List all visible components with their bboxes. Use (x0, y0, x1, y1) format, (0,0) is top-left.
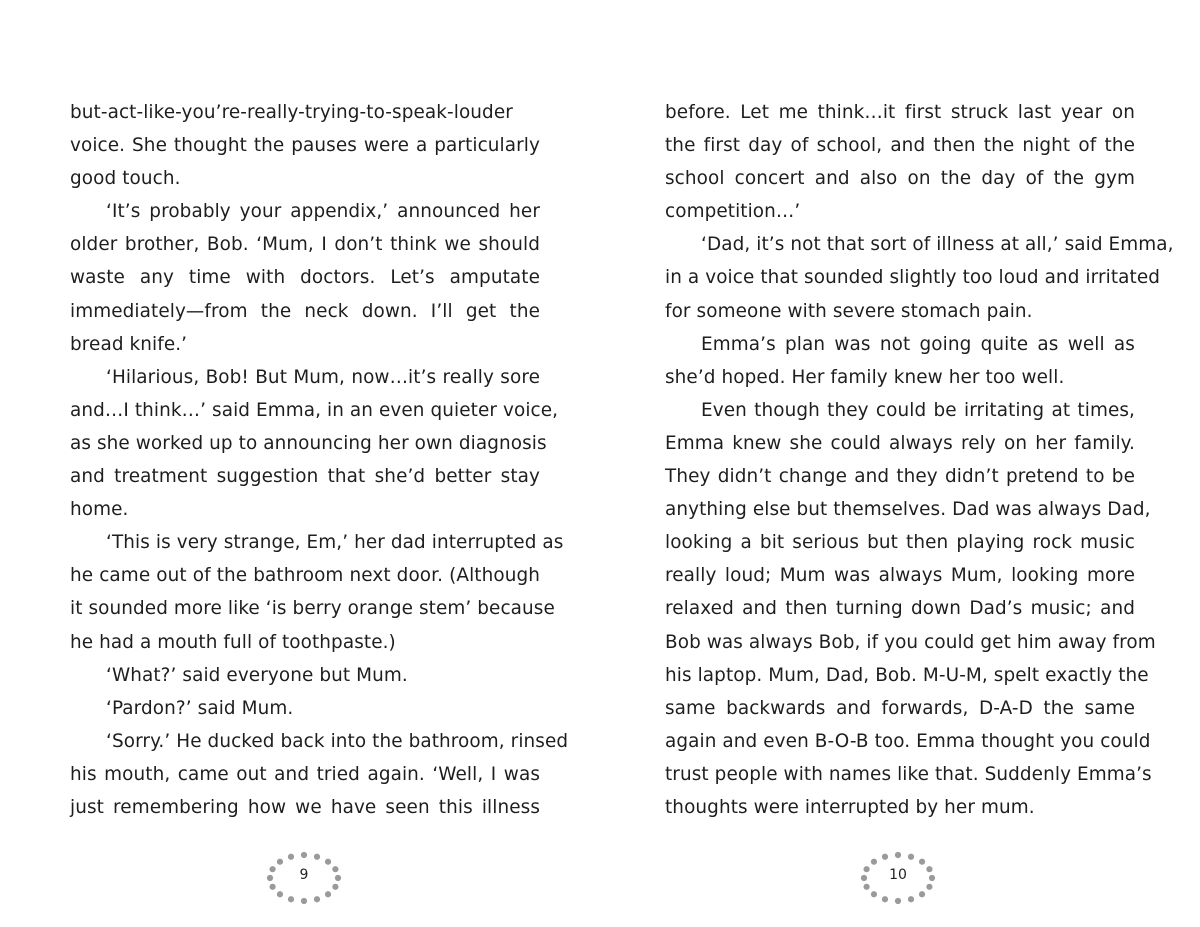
text-line: competition…’ (665, 201, 801, 223)
text-line: relaxed and then turning down Dad’s music; and (665, 598, 1135, 620)
ornament-dot (863, 884, 869, 890)
text-line: for someone with severe stomach pain. (665, 300, 1033, 322)
text-line: same backwards and forwards, D-A-D the same (665, 697, 1135, 719)
text-line: ‘Sorry.’ He ducked back into the bathroom, rinsed (106, 730, 569, 752)
ornament-dot (882, 896, 888, 902)
ornament-dot (908, 896, 914, 902)
ornament-dot (882, 854, 888, 860)
left-page (70, 96, 569, 836)
text-line: older brother, Bob. ‘Mum, I don’t think we should (70, 234, 540, 256)
text-line: again and even B-O-B too. Emma thought you could (665, 730, 1151, 752)
text-line: immediately—from the neck down. I’ll get the (70, 300, 540, 322)
text-line: thoughts were interrupted by her mum. (665, 796, 1035, 818)
page-number-folio-right (858, 848, 938, 908)
text-line: before. Let me think…it first struck last year on (665, 102, 1135, 123)
ornament-dot (871, 891, 877, 897)
ornament-dot (269, 884, 275, 890)
ornament-dot (288, 896, 294, 902)
text-line: school concert and also on the day of the gym (665, 168, 1135, 190)
ornament-dot (332, 884, 338, 890)
ornament-dot (895, 898, 901, 904)
ornament-dot (895, 852, 901, 858)
text-line: as she worked up to announcing her own diagnosis (70, 432, 547, 454)
page-number: 10 (889, 867, 907, 883)
ornament-dot (314, 854, 320, 860)
text-line: she’d hoped. Her family knew her too well. (665, 366, 1065, 388)
ornament-dot (301, 852, 307, 858)
ornament-dot (926, 884, 932, 890)
text-line: ‘Pardon?’ said Mum. (106, 697, 294, 719)
text-line: ‘It’s probably your appendix,’ announced her (106, 201, 540, 223)
text-line: he had a mouth full of toothpaste.) (70, 631, 396, 653)
ornament-dot (277, 859, 283, 865)
text-line: Even though they could be irritating at times, (701, 399, 1135, 421)
text-line: good touch. (70, 168, 181, 190)
text-line: ‘This is very strange, Em,’ her dad interrupted as (106, 532, 564, 554)
right-page (665, 96, 1174, 836)
ornament-dot (325, 891, 331, 897)
text-line: Bob was always Bob, if you could get him away from (665, 631, 1156, 653)
page-number-folio-left (264, 848, 344, 908)
text-line: he came out of the bathroom next door. (Although (70, 565, 540, 587)
text-line: his mouth, came out and tried again. ‘Well, I was (70, 763, 540, 785)
text-line: in a voice that sounded slightly too loud and irritated (665, 267, 1161, 289)
text-line: but-act-like-you’re-really-trying-to-speak-louder (70, 102, 513, 123)
text-line: and…I think…’ said Emma, in an even quieter voice, (70, 399, 559, 421)
ornament-dot (277, 891, 283, 897)
text-line: anything else but themselves. Dad was always Dad, (665, 499, 1151, 521)
text-line: Emma knew she could always rely on her family. (665, 432, 1135, 454)
text-line: trust people with names like that. Suddenly Emma’s (665, 763, 1152, 785)
ornament-dot (288, 854, 294, 860)
text-line: and treatment suggestion that she’d better stay (70, 466, 540, 488)
ornament-dot (301, 898, 307, 904)
text-line: home. (70, 499, 129, 521)
text-line: it sounded more like ‘is berry orange stem’ because (70, 598, 555, 620)
text-line: waste any time with doctors. Let’s amputate (70, 267, 540, 289)
text-line: ‘Dad, it’s not that sort of illness at all,’ said Emma, (701, 234, 1174, 256)
text-line: really loud; Mum was always Mum, looking more (665, 565, 1135, 587)
text-line: his laptop. Mum, Dad, Bob. M-U-M, spelt exactly the (665, 664, 1149, 686)
text-line: just remembering how we have seen this illness (70, 796, 540, 818)
ornament-dot (919, 891, 925, 897)
text-line: looking a bit serious but then playing rock music (665, 532, 1135, 554)
text-line: ‘Hilarious, Bob! But Mum, now…it’s really sore (106, 366, 540, 388)
text-line: Emma’s plan was not going quite as well as (701, 333, 1135, 355)
ornament-dot (871, 859, 877, 865)
ornament-dot (314, 896, 320, 902)
text-line: the first day of school, and then the night of the (665, 135, 1135, 157)
ornament-dot (908, 854, 914, 860)
text-line: voice. She thought the pauses were a particularly (70, 135, 540, 157)
text-line: ‘What?’ said everyone but Mum. (106, 664, 408, 686)
ornament-dot (325, 859, 331, 865)
page-number: 9 (299, 867, 309, 883)
text-line: bread knife.’ (70, 333, 188, 355)
text-line: They didn’t change and they didn’t pretend to be (665, 466, 1135, 488)
ornament-dot (919, 859, 925, 865)
